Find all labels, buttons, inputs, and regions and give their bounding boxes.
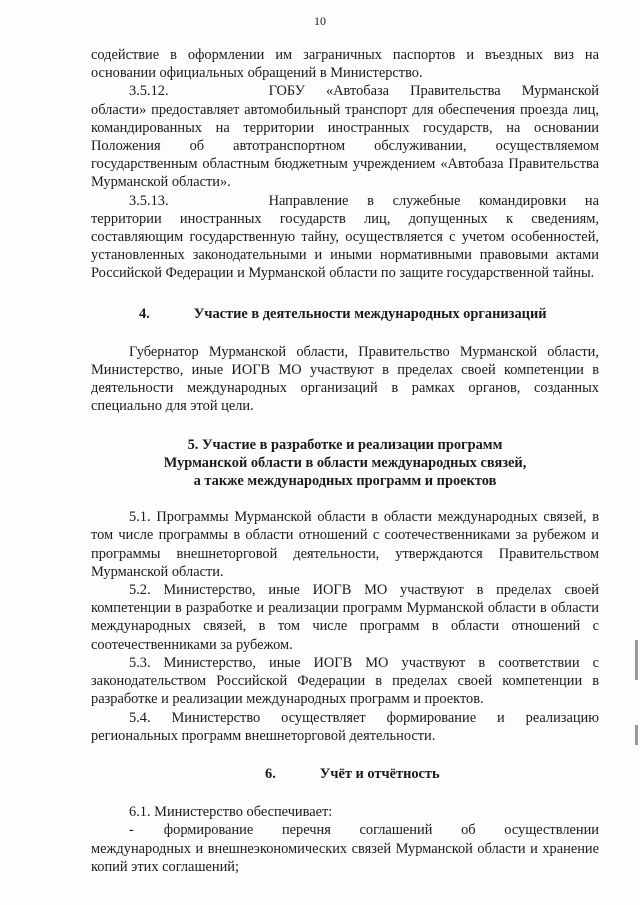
section-heading-4 — [91, 305, 599, 323]
paragraph-6-1: 6.1. Министерство обеспечивает: — [129, 804, 333, 821]
section-title-line: а также международных программ и проектов — [193, 473, 497, 490]
page-number: 10 — [314, 14, 326, 28]
section-heading-6 — [91, 765, 599, 783]
dash-marker: - — [129, 822, 134, 839]
paragraph-5-3: 5.3. Министерство, иные ИОГВ МО участвуют в соответствии с законодательством Российской Федерации в пределах своей компетенции в разработке и реализации международных программ и проектов. — [91, 654, 599, 708]
list-item-text: формирование перечня соглашений об осуществлении международных и внешнеэкономических связей Мурманской области и хранение копий этих соглашений; — [91, 822, 599, 875]
paragraph-5-1: 5.1. Программы Мурманской области в области международных связей, в том числе программы в области отношений с соотечественниками за рубежом и программы внешнеторговой деятельности, утверждаются Правительством Мурманской области. — [91, 509, 599, 580]
section-title: Учёт и отчётность — [319, 765, 440, 782]
section-heading-5 — [91, 436, 599, 491]
scan-edge-mark — [635, 640, 638, 680]
section-title-line: 5. Участие в разработке и реализации программ — [187, 436, 503, 453]
clause-text: ГОБУ «Автобаза Правительства Мурманской области» предоставляет автомобильный транспорт для обеспечения проезда лиц, командированных на территории иностранных государств, на основании Положения об автотранспортном обслуживании, осуществляемом государственным областным бюджетным учреждением «Автобаза Правительства Мурманской области». — [91, 83, 599, 191]
section-title: Участие в деятельности международных организаций — [193, 305, 547, 322]
section-number: 6. — [265, 765, 276, 782]
clause-number: 3.5.12. — [129, 83, 169, 100]
clause-number: 3.5.13. — [129, 192, 169, 209]
scan-edge-mark — [635, 725, 638, 745]
clause-text: Направление в служебные командировки на территории иностранных государств лиц, допущенных к сведениям, составляющим государственную тайну, осуществляется с учетом особенностей, установленных законодательными и иными нормативными правовыми актами Российской Федерации и Мурманской области по защите государственной тайны. — [91, 192, 599, 282]
paragraph-3-5-13 — [91, 192, 599, 283]
document-body — [91, 46, 599, 876]
section-title-line: Мурманской области в области международных связей, — [163, 454, 527, 471]
paragraph-section-4: Губернатор Мурманской области, Правительство Мурманской области, Министерство, иные ИОГВ МО участвуют в пределах своей компетенции в деятельности международных организаций в рамках органов, созданных специально для этой цели. — [91, 343, 599, 415]
paragraph-5-4: 5.4. Министерство осуществляет формирование и реализацию региональных программ внешнеторговой деятельности. — [91, 709, 599, 744]
paragraph-3-5-12 — [91, 82, 599, 191]
list-item-dash — [91, 821, 599, 876]
section-number: 4. — [139, 305, 150, 322]
paragraph-5-2: 5.2. Министерство, иные ИОГВ МО участвуют в пределах своей компетенции в разработке и реализации программ Мурманской области в области международных связей, в том числе программ в области отношений с соотечественниками за рубежом. — [91, 582, 599, 653]
paragraph-continuation: содействие в оформлении им заграничных паспортов и въездных виз на основании официальных обращений в Министерство. — [91, 47, 599, 82]
